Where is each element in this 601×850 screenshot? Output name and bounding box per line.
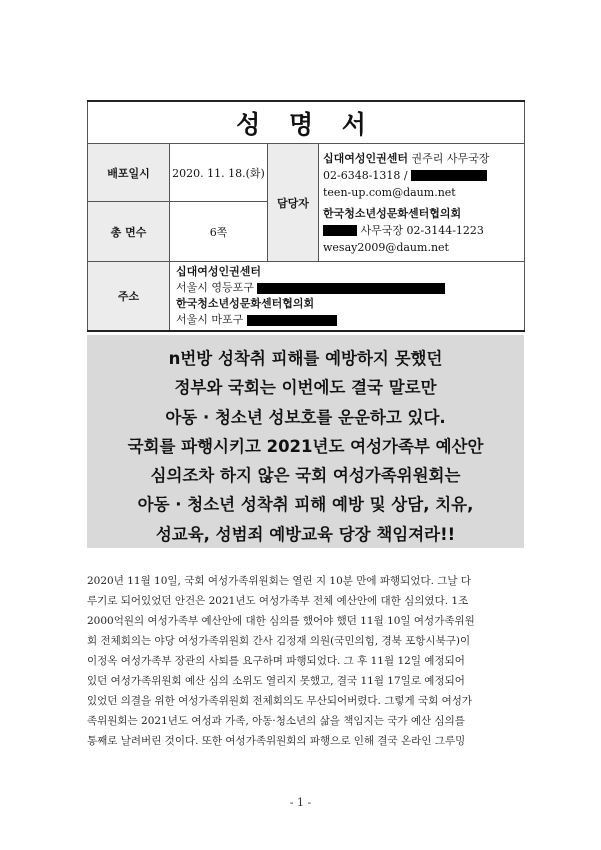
body-line: 통째로 날려버린 것이다. 또한 여성가족위원회의 파행으로 인해 결국 온라인 그루밍 [87, 735, 466, 747]
contact-email-2: wesay2009@daum.net [323, 240, 449, 254]
release-date-label: 배포일시 [88, 144, 170, 202]
address-label: 주소 [88, 262, 170, 332]
contact-person-2: 사무국장 02-3144-1223 [360, 223, 484, 237]
address-org-1: 십대여성인권센터 [176, 265, 262, 278]
body-line: 루기로 되어있었던 안건은 2021년도 여성가족부 전체 예산안에 대한 심의였다. 1조 [87, 595, 469, 607]
address-org-2: 한국청소년성문화센터협의회 [176, 297, 315, 310]
redaction-box [247, 315, 337, 326]
address-line-1: 서울시 영등포구 [176, 281, 254, 294]
headline-line: n번방 성착취 피해를 예방하지 못했던 [168, 349, 443, 368]
page-count-value: 6쪽 [170, 202, 268, 262]
contact-email-1: teen-up.com@daum.net [323, 185, 456, 199]
body-line: 2020년 11월 10일, 국회 여성가족위원회는 열린 지 10분 만에 파행되었다. 그날 다 [87, 575, 472, 587]
page-count-label: 총 면수 [88, 202, 170, 262]
redaction-box [411, 170, 487, 181]
address-line-2: 서울시 마포구 [176, 313, 244, 326]
contact-person-1: 권주리 사무국장 [411, 151, 490, 165]
headline-line: 성교육, 성범죄 예방교육 당장 책임져라!! [155, 524, 456, 544]
headline-line: 국회를 파행시키고 2021년도 여성가족부 예산안 [127, 436, 484, 456]
press-info-table [87, 100, 525, 332]
headline-line: 심의조차 하지 않은 국회 여성가족위원회는 [150, 466, 461, 486]
headline-box [87, 335, 524, 548]
body-line: 회 전체회의는 야당 여성가족위원회 간사 김정재 의원(국민의힘, 경북 포항시북구)이 [87, 635, 471, 647]
redaction-box [257, 283, 445, 294]
contact-org-1: 십대여성인권센터 [323, 151, 409, 165]
contact-org-2: 한국청소년성문화센터협의회 [323, 206, 462, 220]
contact-phone-1: 02-6348-1318 / [323, 168, 408, 182]
release-date-value: 2020. 11. 18.(화) [170, 144, 268, 202]
body-line: 족위원회는 2021년도 여성과 가족, 아동·청소년의 삶을 책임지는 국가 예산 심의를 [87, 715, 465, 727]
contact-details [319, 144, 525, 262]
body-line: 이정옥 여성가족부 장관의 사퇴를 요구하며 파행되었다. 그 후 11월 12일 예정되어 [87, 655, 465, 667]
body-line: 있었던 의결을 위한 여성가족위원회 전체회의도 무산되어버렸다. 그렇게 국회 여성가 [87, 695, 473, 707]
address-details [170, 262, 525, 332]
headline-line: 정부와 국회는 이번에도 결국 말로만 [174, 378, 437, 398]
contact-label: 담당자 [268, 144, 319, 262]
document-title: 성 명 서 [88, 101, 525, 144]
statement-body [87, 571, 524, 751]
redaction-box [323, 225, 357, 236]
body-line: 있던 여성가족위원회 예산 심의 소위도 열리지 못했고, 결국 11월 17일로 예정되어 [87, 675, 465, 687]
headline-line: 아동 · 청소년 성보호를 운운하고 있다. [165, 407, 446, 427]
body-line: 2000억원의 여성가족부 예산안에 대한 심의를 했어야 했던 11월 10일 여성가족위원 [87, 615, 475, 627]
page-number: - 1 - [289, 796, 312, 809]
headline-line: 아동 · 청소년 성착취 피해 예방 및 상담, 치유, [137, 495, 474, 515]
